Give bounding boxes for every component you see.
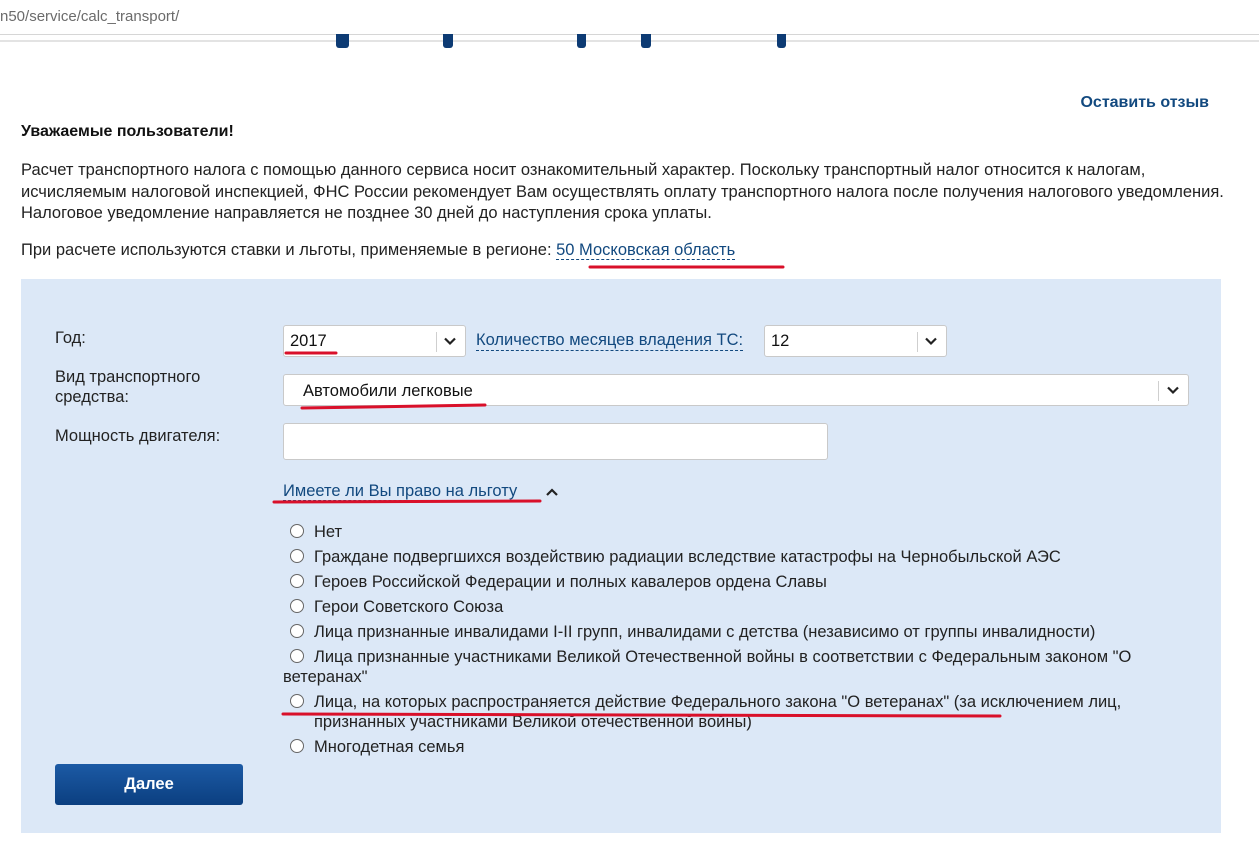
benefit-option-label: Героев Российской Федерации и полных кавалеров ордена Славы xyxy=(314,573,827,591)
year-label: Год: xyxy=(55,329,86,347)
benefit-option-label: Герои Советского Союза xyxy=(314,598,504,616)
year-select-value: 2017 xyxy=(290,332,327,350)
vehicle-type-label: Вид транспортного средства: xyxy=(55,368,201,406)
benefit-option-label: Нет xyxy=(314,523,343,541)
region-link[interactable]: 50 Московская область xyxy=(556,241,736,259)
next-button[interactable]: Далее xyxy=(55,764,243,805)
benefit-option-label: Лица признанные участниками Великой Отечественной войны в соответствии с Федеральным законом "О ветеранах" xyxy=(283,648,1132,686)
months-select-value: 12 xyxy=(771,332,790,350)
region-prefix: При расчете используются ставки и льготы, применяемые в регионе: xyxy=(21,241,552,259)
vehicle-type-value: Автомобили легковые xyxy=(303,382,473,400)
annotation-underline xyxy=(274,501,540,502)
benefit-option-label: Лица признанные инвалидами I-II групп, инвалидами с детства (независимо от группы инвалидности) xyxy=(314,623,1096,641)
benefit-option-label: Лица, на которых распространяется действие Федерального закона "О ветеранах" (за исключением лиц, признанных участниками Великой отечественной войны) xyxy=(314,693,1122,731)
feedback-link[interactable]: Оставить отзыв xyxy=(1080,94,1209,111)
engine-power-label: Мощность двигателя: xyxy=(55,427,221,445)
benefit-option-label: Граждане подвергшихся воздействию радиации вследствие катастрофы на Чернобыльской АЭС xyxy=(314,548,1061,566)
months-owned-label[interactable]: Количество месяцев владения ТС: xyxy=(476,331,744,349)
annotation-underline xyxy=(283,714,1000,716)
url-text[interactable]: n50/service/calc_transport/ xyxy=(0,8,180,25)
annotation-underline xyxy=(302,405,485,408)
benefit-toggle-label[interactable]: Имеете ли Вы право на льготу xyxy=(283,482,518,500)
notice-text: Расчет транспортного налога с помощью данного сервиса носит ознакомительный характер. Поскольку транспортный налог относится к налогам, исчисляемым налоговой инспекцией, ФНС России рекомендует Вам осуществлять оплату транспортного налога после получения налогового уведомления. Налоговое уведомление направляется не позднее 30 дней до наступления срока уплаты. xyxy=(21,161,1224,222)
benefit-option-label: Многодетная семья xyxy=(314,738,465,756)
notice-heading: Уважаемые пользователи! xyxy=(21,123,234,140)
